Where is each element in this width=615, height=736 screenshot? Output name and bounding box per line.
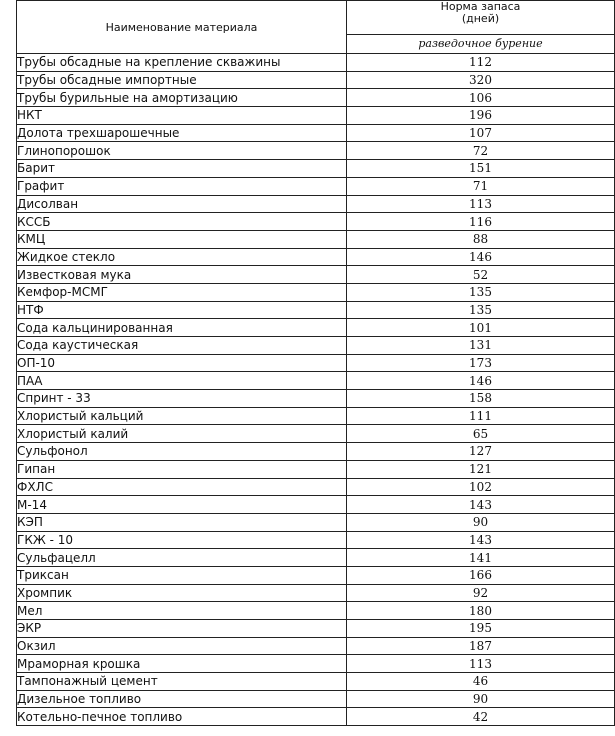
material-name-cell: ФХЛС	[17, 478, 347, 496]
stock-days-cell: 65	[347, 425, 615, 443]
stock-days-cell: 196	[347, 107, 615, 125]
table-row	[17, 124, 615, 142]
stock-days-cell: 90	[347, 690, 615, 708]
header-material-name: Наименование материала	[17, 1, 347, 54]
stock-days-cell: 127	[347, 443, 615, 461]
material-name-cell: ПАА	[17, 372, 347, 390]
stock-days-cell: 90	[347, 513, 615, 531]
table-body	[17, 54, 615, 726]
table-row	[17, 460, 615, 478]
material-name-cell: Сульфонол	[17, 443, 347, 461]
material-name-cell: Хлористый калий	[17, 425, 347, 443]
table-row	[17, 372, 615, 390]
stock-days-cell: 88	[347, 230, 615, 248]
table-row	[17, 319, 615, 337]
material-name-cell: НКТ	[17, 107, 347, 125]
material-name-cell: Графит	[17, 177, 347, 195]
stock-days-cell: 151	[347, 160, 615, 178]
material-name-cell: Окзил	[17, 637, 347, 655]
table-row	[17, 407, 615, 425]
material-name-cell: ЭКР	[17, 620, 347, 638]
table-row	[17, 478, 615, 496]
stock-days-cell: 143	[347, 496, 615, 514]
material-name-cell: Дизельное топливо	[17, 690, 347, 708]
material-name-cell: Дисолван	[17, 195, 347, 213]
stock-days-cell: 71	[347, 177, 615, 195]
stock-days-cell: 131	[347, 337, 615, 355]
table-row	[17, 443, 615, 461]
material-name-cell: Трубы бурильные на амортизацию	[17, 89, 347, 107]
table-row	[17, 531, 615, 549]
table-row	[17, 266, 615, 284]
stock-days-cell: 42	[347, 708, 615, 726]
header-stock-norm-unit: (дней)	[461, 12, 500, 25]
material-name-cell: Мел	[17, 602, 347, 620]
material-name-cell: М-14	[17, 496, 347, 514]
stock-days-cell: 135	[347, 283, 615, 301]
material-name-cell: Котельно-печное топливо	[17, 708, 347, 726]
material-name-cell: КССБ	[17, 213, 347, 231]
table-row	[17, 107, 615, 125]
table-row	[17, 566, 615, 584]
header-stock-norm	[347, 1, 615, 35]
table-row	[17, 195, 615, 213]
material-name-cell: ГКЖ - 10	[17, 531, 347, 549]
material-name-cell: Спринт - 33	[17, 390, 347, 408]
stock-days-cell: 113	[347, 195, 615, 213]
stock-days-cell: 116	[347, 213, 615, 231]
stock-days-cell: 135	[347, 301, 615, 319]
stock-days-cell: 72	[347, 142, 615, 160]
material-name-cell: Трубы обсадные на крепление скважины	[17, 54, 347, 72]
stock-days-cell: 320	[347, 71, 615, 89]
stock-days-cell: 143	[347, 531, 615, 549]
stock-days-cell: 146	[347, 248, 615, 266]
table-row	[17, 655, 615, 673]
table-row	[17, 142, 615, 160]
table-row	[17, 425, 615, 443]
material-name-cell: КЭП	[17, 513, 347, 531]
material-name-cell: Сода кальцинированная	[17, 319, 347, 337]
material-name-cell: Хлористый кальций	[17, 407, 347, 425]
material-name-cell: КМЦ	[17, 230, 347, 248]
table-row	[17, 301, 615, 319]
table-row	[17, 602, 615, 620]
table-row	[17, 354, 615, 372]
stock-days-cell: 166	[347, 566, 615, 584]
material-name-cell: Хромпик	[17, 584, 347, 602]
table-row	[17, 513, 615, 531]
stock-days-cell: 121	[347, 460, 615, 478]
material-name-cell: Триксан	[17, 566, 347, 584]
table-row	[17, 390, 615, 408]
stock-days-cell: 111	[347, 407, 615, 425]
table-row	[17, 337, 615, 355]
table-row	[17, 496, 615, 514]
material-name-cell: Сода каустическая	[17, 337, 347, 355]
table-header	[17, 1, 615, 54]
stock-days-cell: 92	[347, 584, 615, 602]
material-name-cell: Гипан	[17, 460, 347, 478]
header-stock-norm-label: Норма запаса	[440, 0, 521, 13]
stock-days-cell: 195	[347, 620, 615, 638]
material-norms-table	[16, 0, 615, 726]
stock-days-cell: 141	[347, 549, 615, 567]
table-row	[17, 230, 615, 248]
table-row	[17, 549, 615, 567]
stock-days-cell: 187	[347, 637, 615, 655]
stock-days-cell: 46	[347, 673, 615, 691]
material-name-cell: Трубы обсадные импортные	[17, 71, 347, 89]
stock-days-cell: 112	[347, 54, 615, 72]
table-row	[17, 708, 615, 726]
table-row	[17, 620, 615, 638]
table-row	[17, 673, 615, 691]
material-name-cell: Известковая мука	[17, 266, 347, 284]
material-name-cell: Барит	[17, 160, 347, 178]
table-row	[17, 283, 615, 301]
table-row	[17, 690, 615, 708]
table-row	[17, 89, 615, 107]
material-name-cell: НТФ	[17, 301, 347, 319]
material-name-cell: Сульфацелл	[17, 549, 347, 567]
stock-days-cell: 52	[347, 266, 615, 284]
material-name-cell: Жидкое стекло	[17, 248, 347, 266]
table-row	[17, 177, 615, 195]
material-name-cell: ОП-10	[17, 354, 347, 372]
stock-days-cell: 146	[347, 372, 615, 390]
material-name-cell: Мраморная крошка	[17, 655, 347, 673]
table-row	[17, 160, 615, 178]
material-name-cell: Кемфор-МСМГ	[17, 283, 347, 301]
table-row	[17, 54, 615, 72]
stock-days-cell: 113	[347, 655, 615, 673]
header-exploratory-drilling: разведочное бурение	[347, 34, 615, 53]
stock-days-cell: 107	[347, 124, 615, 142]
stock-days-cell: 106	[347, 89, 615, 107]
stock-days-cell: 180	[347, 602, 615, 620]
stock-days-cell: 158	[347, 390, 615, 408]
stock-days-cell: 173	[347, 354, 615, 372]
table-row	[17, 213, 615, 231]
material-name-cell: Долота трехшарошечные	[17, 124, 347, 142]
material-name-cell: Глинопорошок	[17, 142, 347, 160]
stock-days-cell: 102	[347, 478, 615, 496]
stock-days-cell: 101	[347, 319, 615, 337]
table-row	[17, 71, 615, 89]
material-name-cell: Тампонажный цемент	[17, 673, 347, 691]
table-row	[17, 637, 615, 655]
table-row	[17, 584, 615, 602]
table-row	[17, 248, 615, 266]
